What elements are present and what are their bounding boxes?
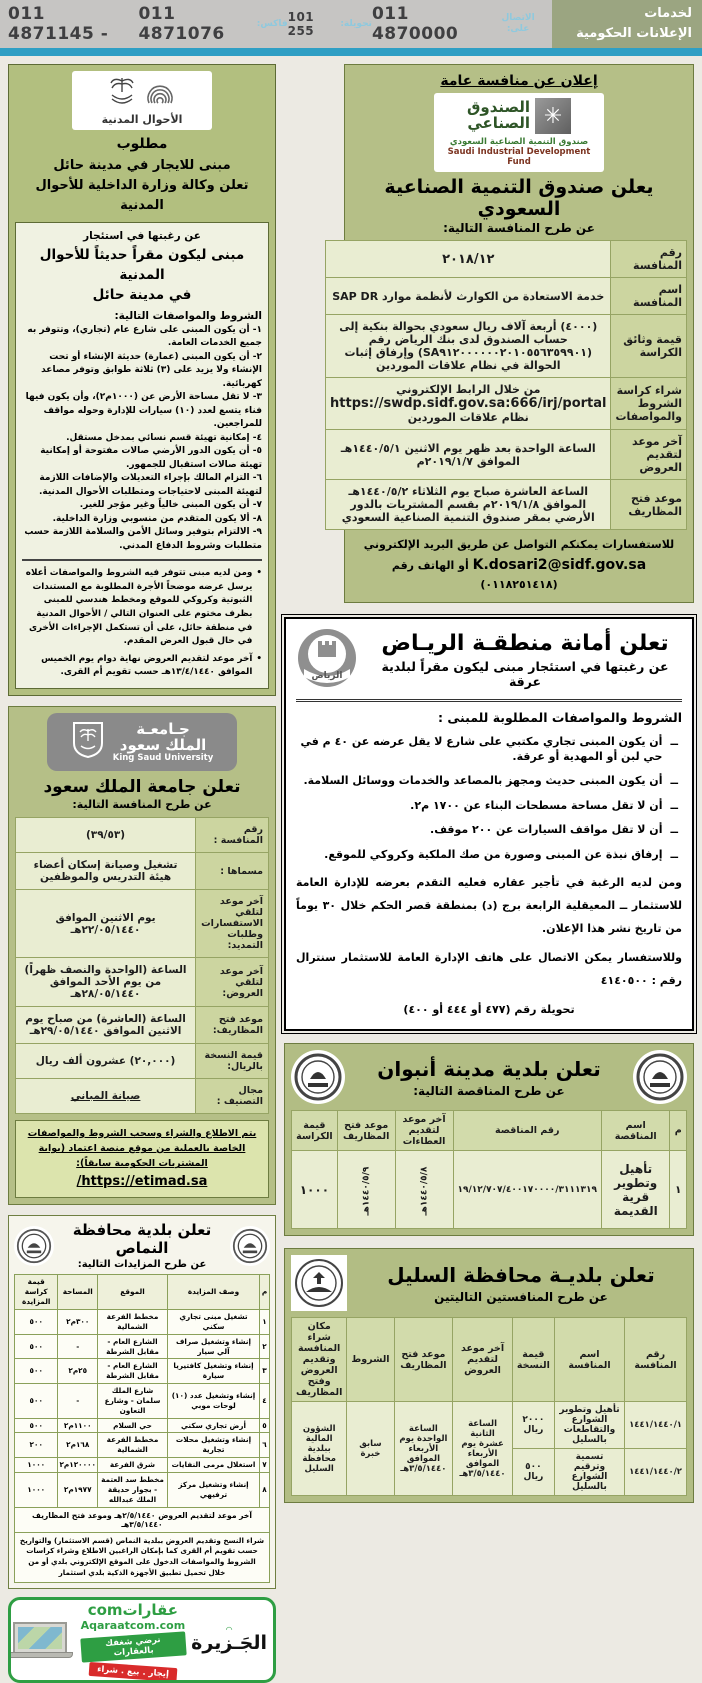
etimad-note-text: يتم الاطلاع والشراء وسحب الشروط والمواصفات الخاصة بالعملية من موقع منصة اعتماد (بوابة المشتريات الحكومية سابقاً): [27, 1128, 257, 1170]
ksu-logo-ar1: جـامعـة [136, 719, 190, 738]
row-number: ٨ [260, 1472, 270, 1507]
table-row [292, 1402, 687, 1449]
civil-affairs-logo [72, 71, 212, 130]
table-row [326, 278, 687, 315]
salil-subtitle: عن طرح المنافستين التاليتين [434, 1289, 608, 1304]
ksu-title: تعلن جامعة الملك سعود [43, 777, 241, 798]
laptop-house-illustration [8, 1622, 75, 1658]
auction-area: ١٢٠٠٠٠م٢ [58, 1458, 98, 1473]
left-column [284, 64, 694, 1503]
table-row [292, 1151, 687, 1229]
table-row [326, 241, 687, 278]
requirement-text: إرفاق نبذة عن المبنى وصورة من صك الملكية وكروكي للموقع. [324, 847, 663, 861]
table-row [16, 818, 269, 853]
aqaraat-services-ribbon: إيجار . بيع . شراء [88, 1662, 177, 1682]
document-price: ١٠٠٠ [15, 1458, 58, 1473]
condition-item: ٤- إمكانية تهيئة قسم نسائي بمدخل مستقل. [66, 432, 262, 443]
document-price: (٤٠٠٠) أربعة آلاف ريال سعودي بحوالة بنكية إلى حساب الصندوق لدى بنك الرياض رقم (SA٩١٢٠٠٠٠٠٠٢٠١٠٥٥٦٣٥٩٩٠١) وإرفاق إثبات الحوالة في نظام علاقات الموردين [326, 315, 611, 378]
extension-label: تحويلة: [340, 18, 372, 29]
table-header-row [292, 1318, 687, 1402]
tender-name: تأهيل وتطوير الشوارع والتقاطعات بالسليل [554, 1402, 624, 1449]
anbwan-subtitle: عن طرح المناقصة التالية: [413, 1083, 565, 1098]
anbwan-logo-left [291, 1050, 345, 1104]
ksu-subtitle: عن طرح المنافسة التالية: [72, 798, 212, 812]
auction-area: - [58, 1334, 98, 1359]
row-label: رقم المنافسة [611, 241, 687, 278]
sidf-email-link[interactable]: K.dosari2@sidf.gov.sa [472, 556, 647, 573]
contact-phone-group [372, 4, 544, 44]
note-item [22, 567, 262, 649]
table-row [16, 958, 269, 1007]
auction-area: ١١٠٠م٢ [58, 1418, 98, 1433]
col-header: م [670, 1111, 687, 1151]
riyadh-requirement-item [300, 734, 678, 765]
civil-affairs-logo-caption: الأحوال المدنية [101, 113, 183, 126]
auction-area: - [58, 1384, 98, 1419]
bid-deadline: الساعة الواحدة بعد ظهر يوم الاثنين ١٤٤٠/٥/١هـ الموافق ٢٠١٩/١/٧م [326, 430, 611, 480]
table-row [326, 480, 687, 530]
salil-municipality-announcement [284, 1248, 694, 1503]
riyadh-requirement-item [300, 773, 678, 788]
namas-municipality-announcement [8, 1215, 276, 1588]
sidf-logo-ar2: الصناعي [467, 114, 531, 132]
row-label: قيمة وثائق الكراسة [611, 315, 687, 378]
offers-deadline: الساعة (الواحدة والنصف ظهراً) من يوم الأحد الموافق ٢٨/٠٥/١٤٤٠هـ [16, 958, 196, 1007]
auction-row [15, 1458, 270, 1473]
purchase-method [326, 378, 611, 430]
tender-number: ١٤٤١/١٤٤٠/٢ [625, 1449, 687, 1496]
row-number: ٥ [260, 1418, 270, 1433]
agency-line: تعلن وكالة وزارة الداخلية للأحوال المدنية [35, 177, 249, 213]
auction-location: مخطط الفرعة الشمالية [98, 1310, 168, 1335]
row-label: مجال التصنيف : [196, 1079, 269, 1114]
row-number: ٣ [260, 1359, 270, 1384]
document-price: ٢٠٠ [15, 1433, 58, 1458]
row-label: شراء كراسة الشروط والمواصفات [611, 378, 687, 430]
conditions: سابق خبرة [347, 1402, 394, 1496]
aqaraat-arabic-wordmark: عقاراتcom [87, 1600, 179, 1619]
namas-logo-right [230, 1226, 270, 1266]
riyadh-logo [296, 627, 358, 693]
salil-header [291, 1255, 687, 1311]
brand-line2: الإعلانات الحكومية [576, 25, 692, 41]
sidf-title: يعلن صندوق التنمية الصناعية السعودي [384, 176, 654, 220]
wanted-label: مطلوب [116, 136, 168, 152]
anbwan-header [291, 1050, 687, 1104]
envelope-opening: الساعة العاشرة صباح يوم الثلاثاء ١٤٤٠/٥/٢هـ الموافق ٢٠١٩/١/٨م بقسم المشتريات بالدور الأرضي بمقر صندوق التنمية الصناعية السعودي [326, 480, 611, 530]
row-number: ٦ [260, 1433, 270, 1458]
note-text: ومن لديه مبنى تتوفر فيه الشروط والمواصفات أعلاه يرسل عرضه موضحاً الأجرة المطلوبة مع المستندات الثبوتية وكروكي للموقع ومخطط هندسي للمبنى بظرف مختوم على العنوان التالي / الأحوال المدنية في منطقة حائل، على أن تستكمل الإجراءات الأخرى في حال قبول العرض المقدم. [25, 568, 253, 647]
auction-location: شارع الملك سلمان - وشارع التعاون [98, 1384, 168, 1419]
salil-tender-table [291, 1317, 687, 1496]
intro-line-2: مبنى ليكون مقراً حديثاً للأحوال المدنية [39, 246, 245, 284]
intro-line-1: عن رغبتها في استئجار [83, 230, 201, 243]
note-item [22, 653, 262, 680]
requirement-text: أن لا تقل مساحة مسطحات البناء عن ١٧٠٠ م٢. [410, 798, 663, 812]
row-label: قيمة النسخة بالريال: [196, 1044, 269, 1079]
sidf-inquiries-line: للاستفسارات يمكنكم التواصل عن طريق البريد الإلكتروني [363, 538, 675, 551]
classification-field: صيانة المباني [16, 1079, 196, 1114]
conditions-title: الشروط والمواصفات التالية: [114, 309, 262, 322]
inquiries-deadline: يوم الاثنين الموافق ٢٢/٠٥/١٤٤٠هـ [16, 890, 196, 958]
envelope-opening: الساعة (العاشرة) من صباح يوم الاثنين الموافق ٢٩/٠٥/١٤٤٠هـ [16, 1007, 196, 1044]
sidf-footer [351, 530, 687, 596]
col-header: قيمة كراسة المزايدة [15, 1275, 58, 1310]
saudi-emblem-icon [107, 75, 137, 113]
anbwan-tender-table [291, 1110, 687, 1229]
salil-logo [291, 1255, 347, 1311]
auction-row [15, 1472, 270, 1507]
etimad-link[interactable]: /https://etimad.sa [76, 1173, 208, 1189]
phone-number: 011 4870000 [371, 4, 459, 44]
auction-location: شرق الفرعة [98, 1458, 168, 1473]
table-header-row [292, 1111, 687, 1151]
copy-price: ٥٠٠ ريال [512, 1449, 554, 1496]
aqaraat-center-block [81, 1601, 186, 1679]
copy-price: ٢٠٠٠ ريال [512, 1402, 554, 1449]
table-row [16, 890, 269, 958]
col-header: وصف المزايدة [168, 1275, 260, 1310]
row-label: موعد فتح المظاريف [611, 480, 687, 530]
civil-affairs-heading [15, 134, 269, 216]
aqaraat-url[interactable]: Aqaraatcom.com [80, 1618, 186, 1632]
table-row [16, 1044, 269, 1079]
tender-name: تسمية وترقيم الشوارع بالسليل [554, 1449, 624, 1496]
tender-name: تشغيل وصيانة إسكان أعضاء هيئة التدريس والموظفين [16, 853, 196, 890]
sidf-tender-table [325, 240, 687, 530]
brand-panel [552, 0, 702, 48]
sidf-logo-english-name: Saudi Industrial Development Fund [447, 147, 591, 167]
col-header: قيمة الكراسة [292, 1111, 338, 1151]
sidf-tagline: إعلان عن منافسة عامة [440, 73, 598, 89]
tender-number: (٣٩/٥٣) [16, 818, 196, 853]
auction-description: إنشاء وتشغيل كافتيريا سيارة [168, 1359, 260, 1384]
anbwan-logo-right [633, 1050, 687, 1104]
row-number: ١ [670, 1151, 687, 1229]
auction-row [15, 1418, 270, 1433]
row-label: آخر موعد لتلقي الاستفسارات وطلبات التمديد: [196, 890, 269, 958]
col-header: الشروط [347, 1318, 394, 1402]
tender-number: ١٤٤١/١٤٤٠/١ [625, 1402, 687, 1449]
table-row [326, 378, 687, 430]
document-price: ٥٠٠ [15, 1384, 58, 1419]
namas-footer-note: شراء النسخ وتقديم العروض ببلدية النماص (قسم الاستثمار) والتواريخ حسب تقويم أم القرى كما بإمكان الراغبين الاطلاع وشراء كراسات الشروط والمواصفات الدخول على الموقع الإلكتروني بلدي أو من خلال تحميل تطبيق الأجهزة الذكية بلدي استثمار [14, 1533, 270, 1583]
col-header: اسم المنافسة [554, 1318, 624, 1402]
requirement-text: أن لا تقل مواقف السيارات عن ٢٠٠ موقف. [430, 823, 663, 837]
riyadh-phone-paragraph: وللاستفسار يمكن الاتصال على هاتف الإدارة العامة للاستثمار سنترال رقم : ٤١٤٠٥٠٠ [296, 951, 682, 988]
col-header: م [260, 1275, 270, 1310]
auction-row [15, 1433, 270, 1458]
namas-logo-left [14, 1226, 54, 1266]
riyadh-requirement-item [300, 822, 678, 837]
auction-location: الشارع العام - مقابل الشرطة [98, 1359, 168, 1384]
sidf-subtitle: عن طرح المنافسة التالية: [443, 221, 595, 235]
namas-title: تعلن بلدية محافظة النماص [72, 1221, 212, 1258]
ksu-logo [47, 713, 237, 771]
col-header: موعد فتح المظاريف [337, 1111, 395, 1151]
condition-item: ١- أن يكون المبنى على شارع عام (تجاري)، وتتوفر به جميع الخدمات العامة. [27, 324, 262, 349]
condition-item: ٧- أن يكون المبنى خالياً وغير مؤجر للغير. [79, 500, 262, 511]
auction-row [15, 1359, 270, 1384]
auction-description: تشغيل مبنى تجاري سكني [168, 1310, 260, 1335]
aqaraat-advertisement[interactable] [8, 1597, 276, 1683]
sidf-logo-arabic-subtitle: صندوق التنمية الصناعية السعودي [449, 137, 589, 147]
envelope-opening: ١٤٤٠/٥/٩هـ [337, 1151, 395, 1229]
table-row [16, 1007, 269, 1044]
auction-description: إنشاء وتشغيل مركز ترفيهي [168, 1472, 260, 1507]
aqaraat-slogan-ribbon: نرضي شغفك بالعقارات [80, 1631, 186, 1662]
sidf-phone-line: أو الهاتف رقم (٠١١٨٢٥١٤١٨) [391, 558, 558, 591]
document-price: ١٠٠٠ [15, 1472, 58, 1507]
header-divider-strip [0, 48, 702, 56]
riyadh-amanah-announcement [284, 617, 694, 1032]
ksu-announcement [8, 706, 276, 1205]
auction-area: ٢٥م٢ [58, 1359, 98, 1384]
auction-description: أرض تجاري سكني [168, 1418, 260, 1433]
condition-item: ٥- أن يكون الدور الأرضي صالات مفتوحة أو إمكانية تهيئة صالات استقبال للجمهور. [40, 446, 262, 470]
building-for-rent-line: مبنى للايجار في مدينة حائل [53, 157, 231, 173]
row-number: ٢ [260, 1334, 270, 1359]
dash-bullet-icon: ــ [670, 774, 678, 788]
table-row [326, 430, 687, 480]
ksu-logo-english: King Saud University [112, 752, 214, 763]
copy-price: (٢٠,٠٠٠) عشرون ألف ريال [16, 1044, 196, 1079]
divider [22, 559, 262, 561]
document-price: ١٠٠٠ [292, 1151, 338, 1229]
purchase-method-intro: من خلال الرابط الإلكتروني [396, 383, 541, 396]
condition-item: ٨- ألا يكون المتقدم من منسوبي وزارة الداخلية. [52, 513, 262, 524]
portal-note: نظام علاقات الموردين [407, 411, 529, 424]
row-label: آخر موعد لتلقي العروض: [196, 958, 269, 1007]
ksu-logo-ar2: الملك سعود [119, 736, 207, 755]
salil-title: تعلن بلديـة محافظة السليل [387, 1262, 655, 1287]
table-header-row [15, 1275, 270, 1310]
col-header: رقم المنافسة [625, 1318, 687, 1402]
riyadh-offer-paragraph: ومن لديه الرغبة في تأجير عقاره فعليه التقدم بعرضه للإدارة العامة للاستثمار ــ المعيقلية الرابعة برج (د) بمنطقة قصر الحكم خلال ٣٠ يوماً من تاريخ نشر هذا الإعلان. [296, 875, 682, 936]
condition-item: ٩- الالتزام بتوفير وسائل الأمن والسلامة اللازمة حسب متطلبات وشروط الدفاع المدني. [24, 527, 262, 551]
condition-item: ٢- أن يكون المبنى (عمارة) حديثة الإنشاء أو تحت الإنشاء ولا يزيد على (٣) ثلاثة طوابق وتوفر مصاعد كهربائية. [41, 351, 262, 389]
auction-location: حي السلام [98, 1418, 168, 1433]
table-row [326, 315, 687, 378]
dash-bullet-icon: ــ [670, 734, 678, 748]
tender-number: ٢٠١٨/١٢ [326, 241, 611, 278]
riyadh-requirements-title: الشروط والمواصفات المطلوبة للمبنى : [438, 709, 682, 725]
requirement-text: أن يكون المبنى حديث ومجهز بالمصاعد والخدمات ووسائل السلامة. [303, 774, 663, 788]
tender-name: تأهيل وتطوير قرية القديمة [602, 1151, 670, 1229]
row-label: مسماها : [196, 853, 269, 890]
col-header: اسم المناقصة [602, 1111, 670, 1151]
intro-line-3: في مدينة حائل [92, 287, 192, 304]
namas-header [14, 1221, 270, 1270]
table-row [16, 1079, 269, 1114]
col-header: آخر موعد لتقديم العروض [453, 1318, 513, 1402]
auction-description: إنشاء وتشغيل صراف آلي سيار [168, 1334, 260, 1359]
right-column [8, 64, 276, 1683]
namas-auction-table [14, 1274, 270, 1507]
auction-area: ١٦٨م٢ [58, 1433, 98, 1458]
auction-row [15, 1334, 270, 1359]
note-text: آخر موعد لتقديم العروض نهاية دوام يوم الخميس الموافق ١٣/٤/١٤٤٠هـ حسب تقويم أم القرى. [41, 653, 253, 678]
row-label: موعد فتح المظاريف: [196, 1007, 269, 1044]
fingerprint-icon [143, 75, 177, 113]
contact-strip [0, 0, 552, 48]
auction-description: استغلال مرمى النفايات [168, 1458, 260, 1473]
dash-bullet-icon: ــ [670, 847, 678, 861]
col-header: مكان شراء المنافسة وتقديم العروض وفتح المظاريف [292, 1318, 347, 1402]
ksu-etimad-note [15, 1120, 269, 1198]
col-header: رقم المناقصة [453, 1111, 602, 1151]
row-number: ٤ [260, 1384, 270, 1419]
page-body [0, 56, 702, 1683]
condition-item: ٦- التزام المالك بإجراء التعديلات والإضافات اللازمة لتهيئة المبنى لاحتياجات ومتطلبات الأحوال المدنية. [38, 473, 262, 497]
brand-line1: لخدمات [644, 6, 692, 21]
document-price: ٥٠٠ [15, 1310, 58, 1335]
table-row [16, 853, 269, 890]
civil-affairs-intro [22, 229, 262, 306]
sidf-logo-ar1: الصندوق [466, 98, 531, 117]
document-price: ٥٠٠ [15, 1359, 58, 1384]
row-number: ٧ [260, 1458, 270, 1473]
namas-subtitle: عن طرح المزايدات التالية: [77, 1259, 207, 1271]
col-header: قيمة النسخة [512, 1318, 554, 1402]
document-price: ٥٠٠ [15, 1334, 58, 1359]
sidf-star-icon: ✳ [535, 98, 571, 134]
purchase-place: الشؤون المالية ببلدية محافظة السليل [292, 1402, 347, 1496]
auction-area: ٣٠٠م٢ [58, 1310, 98, 1335]
condition-item: ٣- لا تقل مساحة الأرض عن (١٠٠٠م٢)، وأن يكون فيها فناء يتسع لعدد (١٠) سيارات للإدارة وحوله مواقف للمراجعين. [25, 392, 262, 430]
auction-row [15, 1384, 270, 1419]
riyadh-header [296, 627, 682, 702]
row-number: ١ [260, 1310, 270, 1335]
auction-description: إنشاء وتشغيل عدد (١٠) لوحات موبي [168, 1384, 260, 1419]
riyadh-extension-line: تحويلة رقم (٤٧٧ أو ٤٤٤ أو ٤٠٠) [403, 1003, 575, 1017]
bid-deadline: ١٤٤٠/٥/٨هـ [395, 1151, 453, 1229]
auction-row [15, 1310, 270, 1335]
aljazirah-logo: ◠ الجَـزيرة [191, 1625, 267, 1655]
auction-location: مخطط الفرعة الشمالية [98, 1433, 168, 1458]
portal-url-link[interactable]: https://swdp.sidf.gov.sa:666/irj/portal [330, 396, 607, 411]
tender-name: خدمة الاستعادة من الكوارث لأنظمة موارد SAP DR [326, 278, 611, 315]
bullet-icon: • [256, 653, 262, 664]
contact-label: الاتصال على: [501, 13, 535, 34]
riyadh-title: تعلن أمانة منطقـة الريـاض [381, 630, 669, 656]
fax-label: فاكس: [256, 18, 288, 29]
sidf-logo [434, 93, 604, 172]
auction-description: إنشاء وتشغيل محلات تجارية [168, 1433, 260, 1458]
fax-group [8, 4, 288, 44]
extension-group [288, 10, 372, 38]
anbwan-municipality-announcement [284, 1043, 694, 1236]
extension-number: 101 255 [287, 10, 315, 38]
svg-text:الرياض: الرياض [311, 670, 343, 681]
namas-deadline-note: آخر موعد لتقديم العروض ٢/٥/١٤٤٠هـ وموعد فتح المظاريف ٣/٥/١٤٤٠هـ [14, 1508, 270, 1533]
civil-affairs-announcement [8, 64, 276, 696]
dash-bullet-icon: ــ [670, 823, 678, 837]
bid-deadline: الساعة الثانية عشرة يوم الأربعاء الموافق ٣/٥/١٤٤٠هـ [453, 1402, 513, 1496]
aljazirah-mark-icon: ◠ [226, 1625, 233, 1635]
anbwan-title: تعلن بلدية مدينة أنبوان [377, 1056, 601, 1081]
tender-number: ١٩/١٢/٧٠٧/٤٠٠١٧٠٠٠٠/٣١١١٣١٩ [453, 1151, 602, 1229]
col-header: آخر موعد لتقديم العطاءات [395, 1111, 453, 1151]
col-header: موعد فتح المظاريف [394, 1318, 453, 1402]
ksu-tender-table [15, 817, 269, 1114]
ksu-shield-icon [71, 720, 105, 764]
col-header: الموقع [98, 1275, 168, 1310]
auction-location: الشارع العام - مقابل الشرطة [98, 1334, 168, 1359]
auction-location: مخطط سد العتمة - بجوار حديقة الملك عبدالله [98, 1472, 168, 1507]
document-price: ٥٠٠ [15, 1418, 58, 1433]
dash-bullet-icon: ــ [670, 798, 678, 812]
fax-number-1: 011 4871076 [138, 4, 225, 44]
row-label: اسم المنافسة [611, 278, 687, 315]
fax-number-2: 011 4871145 - [8, 4, 109, 44]
row-label: آخر موعد لتقديم العروض [611, 430, 687, 480]
bullet-icon: • [256, 568, 262, 579]
requirement-text: أن يكون المبنى تجاري مكتبي على شارع لا يقل عرضه عن ٤٠ م في حي لبن أو المهدية أو عرقة. [300, 734, 663, 763]
auction-area: ١٩٧٧م٢ [58, 1472, 98, 1507]
riyadh-requirement-item [300, 798, 678, 813]
riyadh-requirement-item [300, 847, 678, 862]
riyadh-subtitle: عن رغبتها في استئجار مبنى ليكون مقراً لبلدية عرقة [381, 658, 669, 689]
row-label: رقم المنافسة : [196, 818, 269, 853]
col-header: المساحة [58, 1275, 98, 1310]
envelope-opening: الساعة الواحدة يوم الأربعاء الموافق ٣/٥/١٤٤٠هـ [394, 1402, 453, 1496]
civil-affairs-body [15, 222, 269, 689]
sidf-announcement [330, 64, 694, 603]
gov-ads-services-header [0, 0, 702, 48]
